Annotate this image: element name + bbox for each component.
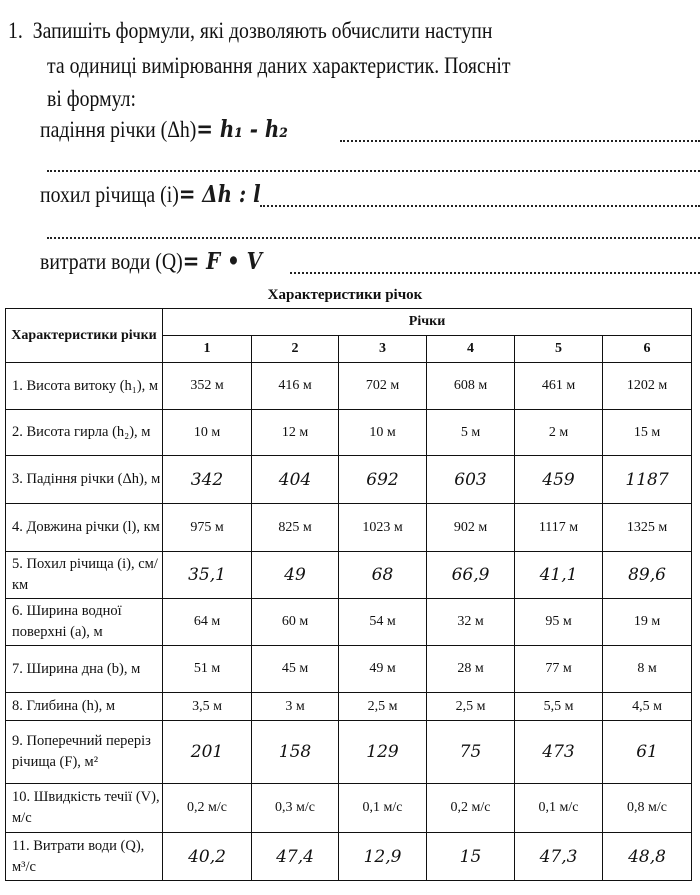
table-row: [6, 363, 692, 410]
row-label: 11. Витрати води (Q), м³/с: [6, 833, 163, 881]
cell-value: 201: [163, 721, 252, 784]
row-label: 8. Глибина (h), м: [6, 693, 163, 721]
cell-value: 66,9: [427, 552, 515, 599]
formula-label: падіння річки (Δh): [40, 117, 197, 142]
row-label: 10. Швидкість течії (V), м/с: [6, 784, 163, 833]
cell-value: 5 м: [427, 410, 515, 456]
row-label: 3. Падіння річки (Δh), м: [6, 456, 163, 504]
cell-value: 603: [427, 456, 515, 504]
cell-value: 1023 м: [339, 504, 427, 552]
cell-value: 61: [603, 721, 692, 784]
cell-value: 459: [515, 456, 603, 504]
cell-value: 12 м: [252, 410, 339, 456]
cell-value: 129: [339, 721, 427, 784]
row-label: 6. Ширина водної поверхні (a), м: [6, 599, 163, 646]
cell-value: 75: [427, 721, 515, 784]
rivers-table: [5, 308, 692, 881]
cell-value: 342: [163, 456, 252, 504]
cell-value: 2,5 м: [339, 693, 427, 721]
row-label: 9. Поперечний переріз річища (F), м²: [6, 721, 163, 784]
header-characteristics: Характеристики річки: [6, 309, 163, 363]
table-row: [6, 784, 692, 833]
cell-value: 40,2: [163, 833, 252, 881]
cell-value: 35,1: [163, 552, 252, 599]
cell-value: 10 м: [163, 410, 252, 456]
table-row: [6, 456, 692, 504]
cell-value: 68: [339, 552, 427, 599]
table-row: [6, 721, 692, 784]
answer-line: [47, 170, 700, 172]
formula-label: похил річища (i): [40, 182, 179, 207]
cell-value: 975 м: [163, 504, 252, 552]
cell-value: 15: [427, 833, 515, 881]
task-line-3: ві формул:: [47, 86, 136, 111]
formula-slope: [40, 181, 261, 208]
cell-value: 1117 м: [515, 504, 603, 552]
cell-value: 404: [252, 456, 339, 504]
formula-drop: [40, 116, 288, 143]
cell-value: 8 м: [603, 646, 692, 693]
column-header: 4: [427, 336, 515, 363]
header-rivers: Річки: [163, 309, 692, 336]
cell-value: 3,5 м: [163, 693, 252, 721]
table-title: Характеристики річок: [267, 287, 423, 303]
table-row: [6, 599, 692, 646]
cell-value: 1202 м: [603, 363, 692, 410]
cell-value: 2 м: [515, 410, 603, 456]
table-row: [6, 504, 692, 552]
cell-value: 60 м: [252, 599, 339, 646]
formula-answer: = Δh : l: [178, 181, 261, 208]
cell-value: 32 м: [427, 599, 515, 646]
formula-label: витрати води (Q): [40, 249, 183, 274]
answer-line: [260, 205, 700, 207]
cell-value: 692: [339, 456, 427, 504]
cell-value: 95 м: [515, 599, 603, 646]
cell-value: 47,4: [252, 833, 339, 881]
cell-value: 77 м: [515, 646, 603, 693]
cell-value: 4,5 м: [603, 693, 692, 721]
column-header: 6: [603, 336, 692, 363]
row-label: 1. Висота витоку (h₁), м: [6, 363, 163, 410]
cell-value: 1325 м: [603, 504, 692, 552]
cell-value: 1187: [603, 456, 692, 504]
cell-value: 0,1 м/с: [339, 784, 427, 833]
cell-value: 45 м: [252, 646, 339, 693]
answer-line: [340, 140, 700, 142]
task-number: 1.: [8, 18, 23, 43]
cell-value: 0,3 м/с: [252, 784, 339, 833]
task-text: Запишіть формули, які дозволяють обчислити наступн: [32, 18, 493, 43]
cell-value: 608 м: [427, 363, 515, 410]
cell-value: 10 м: [339, 410, 427, 456]
row-label: 2. Висота гирла (h₂), м: [6, 410, 163, 456]
cell-value: 825 м: [252, 504, 339, 552]
cell-value: 19 м: [603, 599, 692, 646]
cell-value: 49 м: [339, 646, 427, 693]
task-line-2: та одиниці вимірювання даних характеристик. Поясніт: [47, 53, 511, 78]
cell-value: 461 м: [515, 363, 603, 410]
cell-value: 64 м: [163, 599, 252, 646]
column-header: 2: [252, 336, 339, 363]
answer-line: [290, 272, 700, 274]
cell-value: 473: [515, 721, 603, 784]
cell-value: 54 м: [339, 599, 427, 646]
cell-value: 48,8: [603, 833, 692, 881]
table-row: [6, 552, 692, 599]
formula-answer: = h₁ - h₂: [196, 116, 288, 143]
column-header: 5: [515, 336, 603, 363]
cell-value: 352 м: [163, 363, 252, 410]
cell-value: 2,5 м: [427, 693, 515, 721]
cell-value: 158: [252, 721, 339, 784]
cell-value: 47,3: [515, 833, 603, 881]
column-header: 3: [339, 336, 427, 363]
table-row: [6, 410, 692, 456]
answer-line: [47, 237, 700, 239]
cell-value: 12,9: [339, 833, 427, 881]
cell-value: 0,2 м/с: [163, 784, 252, 833]
cell-value: 0,8 м/с: [603, 784, 692, 833]
column-header: 1: [163, 336, 252, 363]
cell-value: 0,2 м/с: [427, 784, 515, 833]
formula-answer: = F • V: [182, 248, 262, 275]
cell-value: 49: [252, 552, 339, 599]
cell-value: 28 м: [427, 646, 515, 693]
row-label: 4. Довжина річки (l), км: [6, 504, 163, 552]
table-row: [6, 646, 692, 693]
row-label: 5. Похил річища (i), см/км: [6, 552, 163, 599]
row-label: 7. Ширина дна (b), м: [6, 646, 163, 693]
cell-value: 902 м: [427, 504, 515, 552]
cell-value: 89,6: [603, 552, 692, 599]
cell-value: 416 м: [252, 363, 339, 410]
cell-value: 15 м: [603, 410, 692, 456]
cell-value: 702 м: [339, 363, 427, 410]
table-row: [6, 833, 692, 881]
cell-value: 5,5 м: [515, 693, 603, 721]
cell-value: 3 м: [252, 693, 339, 721]
table-row: [6, 693, 692, 721]
task-line-1: [8, 18, 492, 44]
cell-value: 0,1 м/с: [515, 784, 603, 833]
formula-discharge: [40, 248, 262, 275]
cell-value: 41,1: [515, 552, 603, 599]
cell-value: 51 м: [163, 646, 252, 693]
